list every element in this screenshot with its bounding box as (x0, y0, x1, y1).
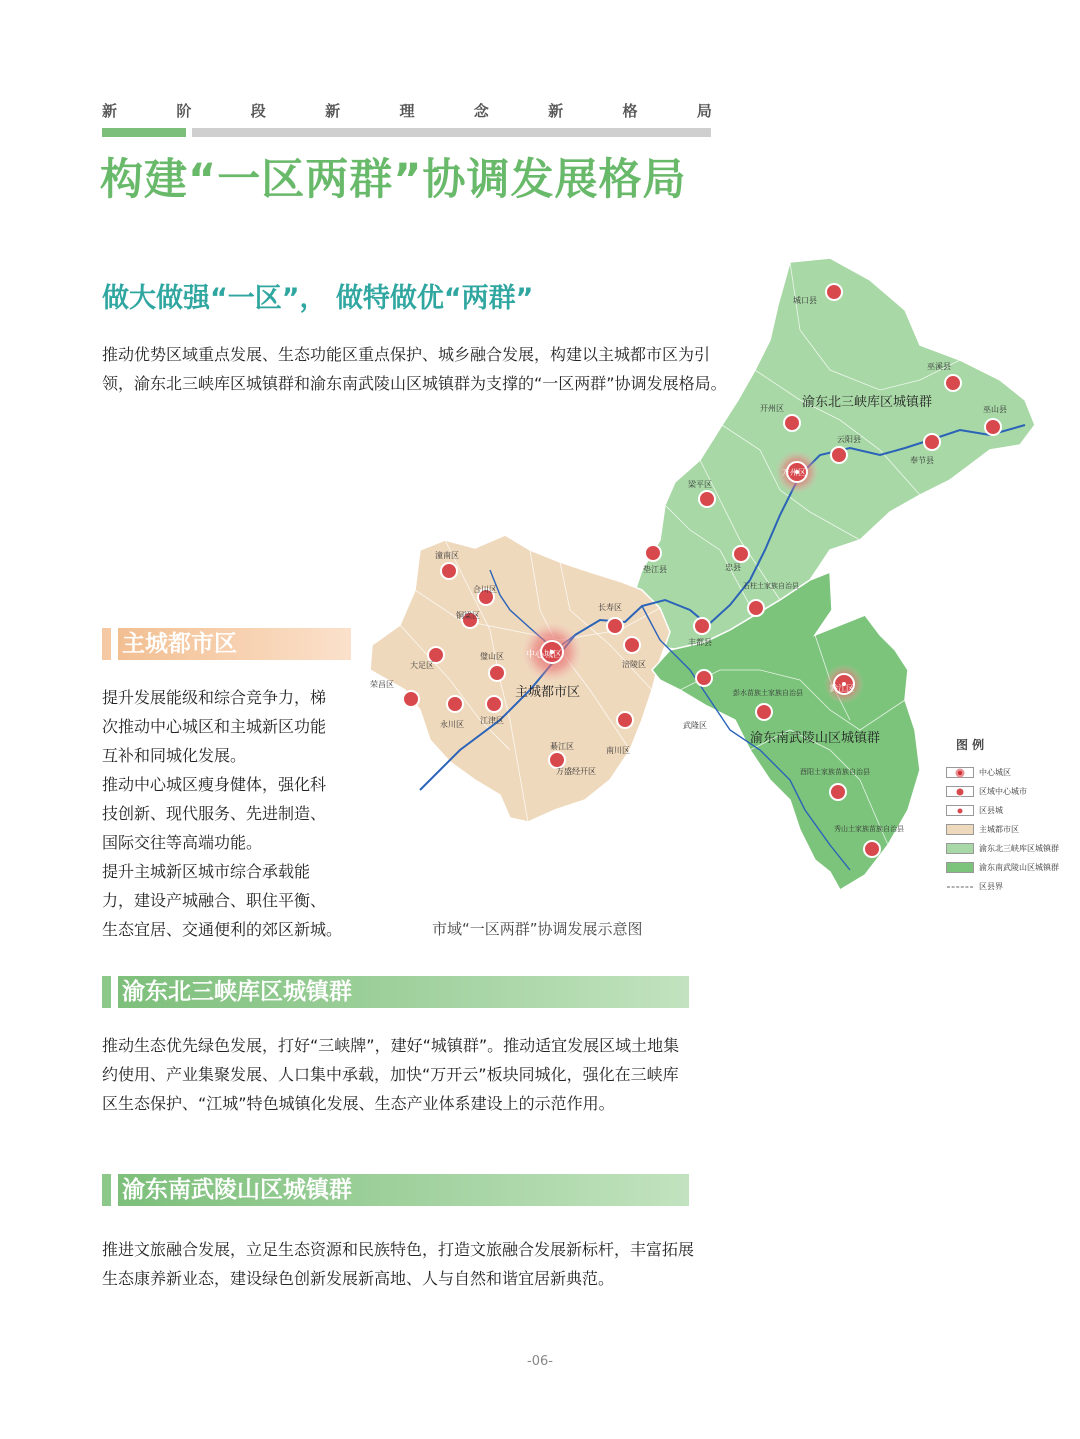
marker-changshou (607, 618, 623, 634)
label-dazu: 大足区 (410, 661, 434, 670)
marker-liangping (699, 491, 715, 507)
legend-label: 渝东北三峡库区城镇群 (979, 844, 1059, 853)
heading-northeast (102, 976, 689, 1008)
text-line: 技创新、现代服务、先进制造、 (102, 804, 327, 823)
series-char: 阶 (176, 102, 192, 120)
series-char: 理 (399, 102, 415, 120)
marker-tongnan (441, 563, 457, 579)
label-wuxi: 巫溪县 (927, 362, 951, 371)
legend-title: 图 例 (956, 738, 985, 752)
northeast-text: 推动生态优先绿色发展，打好“三峡牌”，建好“城镇群”。推动适宜发展区域土地集约使用、产业集聚发展、人口集中承载，加快“万开云”板块同城化，强化在三峡库区生态保护、“江城”特色城镇化发展、生态产业体系建设上的示范作用。 (102, 1036, 680, 1113)
legend-label: 区县界 (979, 882, 1003, 891)
legend-item (946, 763, 1070, 782)
label-hechuan: 合川区 (473, 585, 497, 594)
marker-wuxi (945, 375, 961, 391)
series-char: 局 (696, 102, 712, 120)
label-region-southeast: 渝东南武陵山区城镇群 (750, 731, 881, 746)
label-dianjiang: 垫江县 (643, 565, 667, 574)
legend-symbol-boundary (946, 881, 974, 892)
series-char: 格 (622, 102, 638, 120)
label-changshou: 长寿区 (598, 603, 622, 612)
heading-label: 主城都市区 (118, 628, 351, 660)
label-youyang: 酉阳土家族苗族自治县 (800, 768, 870, 776)
label-wanzhou: 万州区 (782, 468, 806, 477)
marker-xiushan (864, 841, 880, 857)
heading-notch-gap (111, 1174, 115, 1206)
page-number: -06- (527, 1354, 553, 1369)
legend-symbol-main-area (946, 824, 974, 835)
main-city-text (102, 683, 362, 944)
label-liangping: 梁平区 (688, 480, 712, 489)
marker-kaizhou (784, 415, 800, 431)
marker-jiangjin (486, 696, 502, 712)
series-char: 念 (473, 102, 489, 120)
label-tongnan: 潼南区 (435, 551, 459, 560)
series-char: 新 (325, 102, 341, 120)
text-line: 提升主城新区城市综合承载能 (102, 862, 311, 881)
series-title (102, 100, 712, 120)
header-accent-bar (102, 128, 186, 137)
label-tongliang: 铜梁区 (456, 611, 480, 620)
marker-zhongxian (733, 546, 749, 562)
heading-notch-gap (111, 976, 115, 1008)
label-qianjiang: 黔江区 (830, 684, 854, 693)
label-chengkou: 城口县 (793, 296, 817, 305)
legend-item (946, 839, 1070, 858)
heading-notch-gap (111, 628, 115, 660)
text-line: 互补和同城化发展。 (102, 746, 247, 765)
marker-youyang (830, 784, 846, 800)
marker-nanchuan (617, 712, 633, 728)
heading-notch (102, 1174, 111, 1206)
legend-label: 主城都市区 (979, 825, 1019, 834)
text-line: 提升发展能级和综合竞争力，梯 (102, 688, 327, 707)
label-yunyang: 云阳县 (837, 435, 861, 444)
heading-label: 渝东南武陵山区城镇群 (118, 1174, 689, 1206)
marker-wushan (985, 419, 1001, 435)
marker-dianjiang (645, 545, 661, 561)
legend-item (946, 858, 1070, 877)
marker-rongchang (403, 691, 419, 707)
marker-bishan (489, 665, 505, 681)
label-wansheng: 万盛经开区 (556, 767, 596, 776)
series-char: 段 (250, 102, 266, 120)
label-wushan: 巫山县 (983, 405, 1007, 414)
section-subtitle: 做大做强“一区”， 做特做优“两群” (102, 283, 534, 314)
label-pengshui: 彭水苗族土家族自治县 (733, 689, 803, 697)
label-rongchang: 荣昌区 (370, 680, 394, 689)
page-title: 构建“一区两群”协调发展格局 (100, 155, 687, 205)
legend-symbol-southeast-area (946, 862, 974, 873)
label-fengjie: 奉节县 (910, 456, 934, 465)
label-zhongxian: 忠县 (725, 563, 741, 572)
map-legend (946, 736, 1070, 896)
marker-fengjie (924, 434, 940, 450)
marker-wulong (696, 670, 712, 686)
heading-southeast (102, 1174, 689, 1206)
marker-qijiang (549, 752, 565, 768)
label-qijiang: 綦江区 (550, 742, 574, 751)
text-line: 推动中心城区瘦身健体，强化科 (102, 775, 327, 794)
label-fengdu: 丰都县 (688, 638, 712, 647)
marker-shizhu (748, 600, 764, 616)
label-xiushan: 秀山土家族苗族自治县 (834, 825, 904, 833)
label-region-northeast: 渝东北三峡库区城镇群 (802, 395, 933, 410)
marker-fengdu (694, 618, 710, 634)
legend-label: 区县城 (979, 806, 1003, 815)
intro-paragraph: 推动优势区域重点发展、生态功能区重点保护、城乡融合发展，构建以主城都市区为引领，渝东北三峡库区城镇群和渝东南武陵山区城镇群为支撑的“一区两群”协调发展格局。 (102, 345, 727, 393)
marker-fuling (624, 637, 640, 653)
legend-label: 渝东南武陵山区城镇群 (979, 863, 1059, 872)
label-region-main: 主城都市区 (515, 685, 581, 700)
marker-yongchuan (447, 696, 463, 712)
header-divider-bar (192, 128, 711, 137)
label-fuling: 涪陵区 (622, 660, 646, 669)
heading-notch (102, 628, 111, 660)
marker-chengkou (826, 284, 842, 300)
marker-pengshui (756, 704, 772, 720)
marker-yunyang (831, 447, 847, 463)
legend-label: 中心城区 (979, 768, 1011, 777)
label-shizhu: 石柱土家族自治县 (743, 582, 799, 590)
heading-notch (102, 976, 111, 1008)
heading-main-city (102, 628, 351, 660)
label-bishan: 璧山区 (480, 652, 504, 661)
label-wulong: 武隆区 (683, 721, 707, 730)
legend-symbol-center (946, 767, 974, 778)
legend-symbol-northeast-area (946, 843, 974, 854)
legend-item (946, 782, 1070, 801)
series-char: 新 (102, 102, 118, 120)
legend-item (946, 877, 1070, 896)
text-line: 力，建设产城融合、职住平衡、 (102, 891, 327, 910)
legend-item (946, 820, 1070, 839)
label-yongchuan: 永川区 (440, 720, 464, 729)
text-line: 次推动中心城区和主城新区功能 (102, 717, 327, 736)
heading-label: 渝东北三峡库区城镇群 (118, 976, 689, 1008)
label-kaizhou: 开州区 (760, 404, 784, 413)
label-center: 中心城区 (526, 650, 563, 660)
text-line: 生态宜居、交通便利的郊区新城。 (102, 920, 343, 939)
legend-symbol-regional (946, 786, 974, 797)
legend-item (946, 801, 1070, 820)
map-caption: 市域“一区两群”协调发展示意图 (432, 920, 643, 938)
text-line: 国际交往等高端功能。 (102, 833, 263, 852)
legend-label: 区域中心城市 (979, 787, 1027, 796)
legend-symbol-county (946, 805, 974, 816)
southeast-text: 推进文旅融合发展，立足生态资源和民族特色，打造文旅融合发展新标杆，丰富拓展生态康养新业态，建设绿色创新发展新高地、人与自然和谐宜居新典范。 (102, 1240, 695, 1288)
series-char: 新 (548, 102, 564, 120)
label-jiangjin: 江津区 (480, 716, 504, 725)
label-nanchuan: 南川区 (606, 746, 630, 755)
